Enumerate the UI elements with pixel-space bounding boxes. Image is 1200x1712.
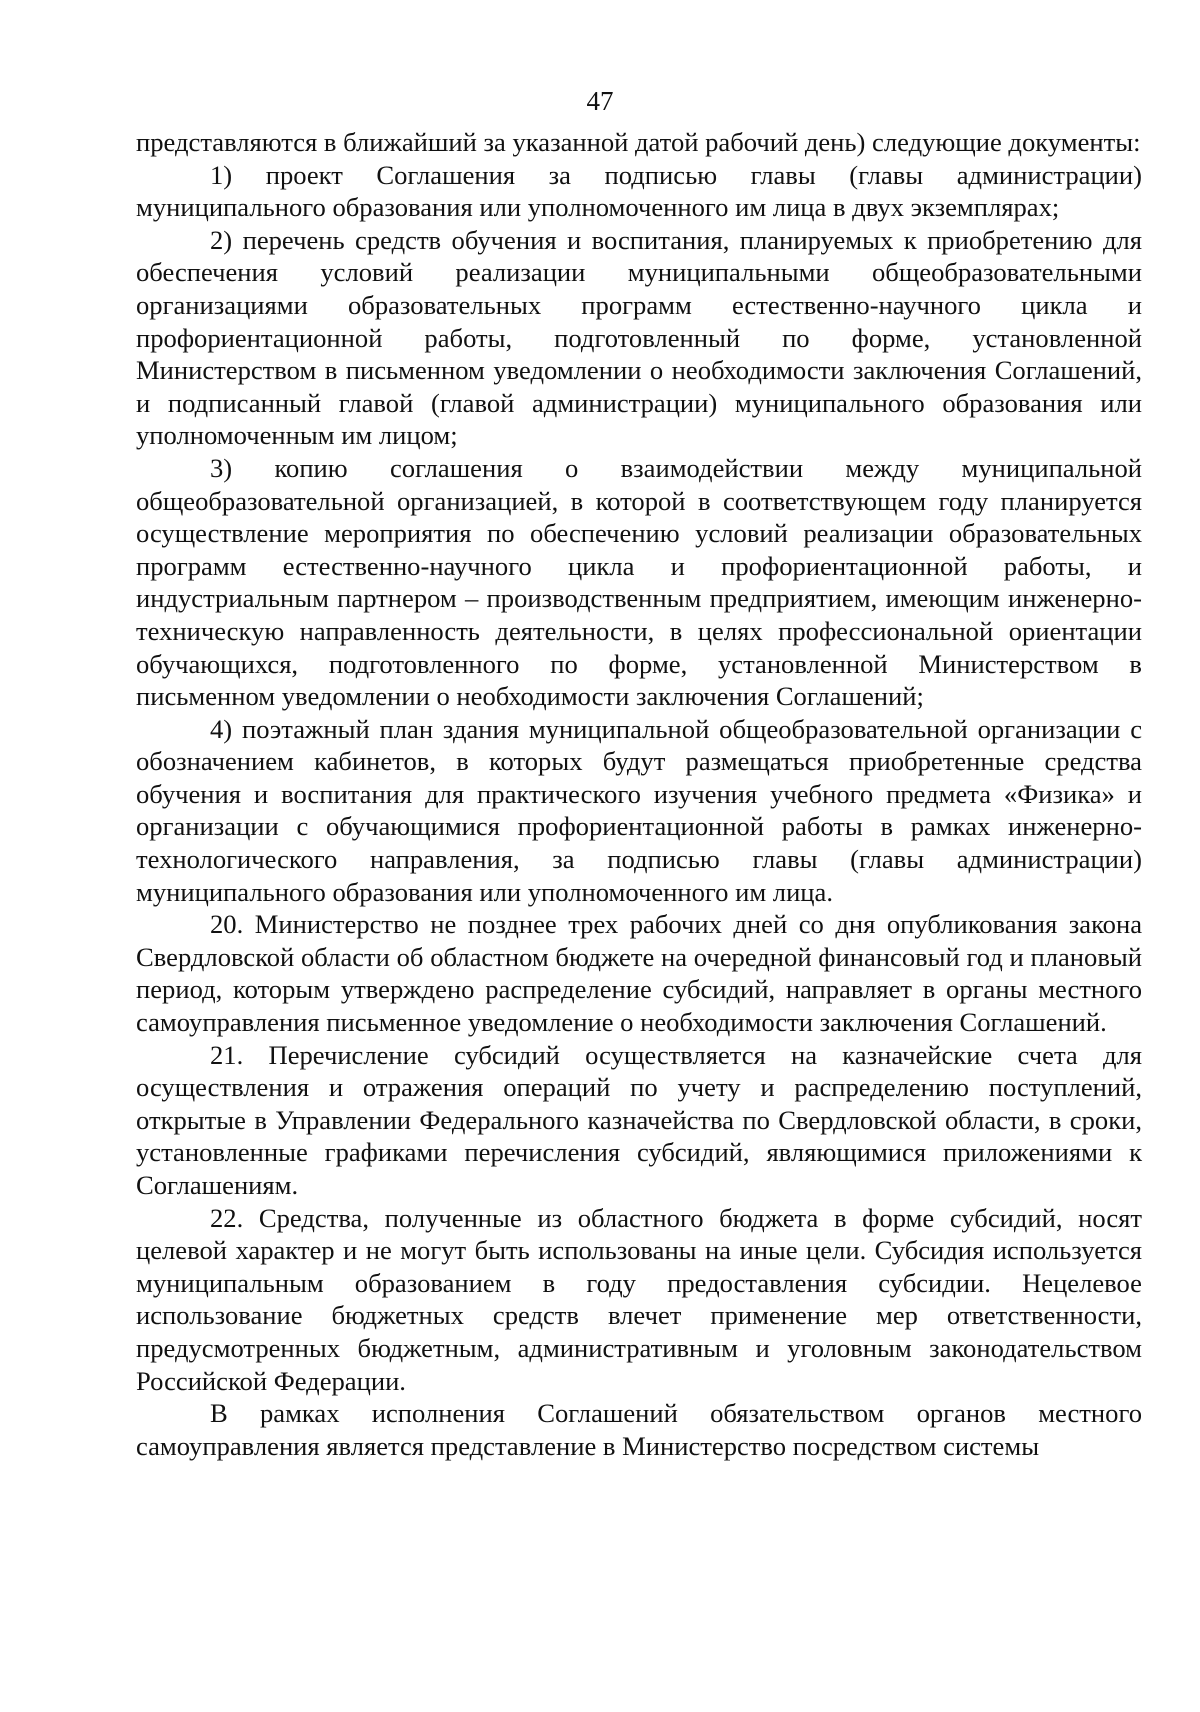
paragraph-item-1: 1) проект Соглашения за подписью главы (главы администрации) муниципального образования или уполномоченного им лица в двух экземплярах; bbox=[136, 159, 1142, 223]
document-body bbox=[136, 126, 1142, 1462]
paragraph-obligations: В рамках исполнения Соглашений обязательством органов местного самоуправления является представление в Министерство посредством системы bbox=[136, 1398, 1142, 1461]
paragraph-item-3: 3) копию соглашения о взаимодействии между муниципальной общеобразовательной организацией, в которой в соответствующем году планируется осуществление мероприятия по обеспечению условий реализации образовательных программ естественно-научного цикла и профориентационной работы, и индустриальным партнером – производственным предприятием, имеющим инженерно-техническую направленность деятельности, в целях профессиональной ориентации обучающихся, подготовленного по форме, установленной Министерством в письменном уведомлении о необходимости заключения Соглашений; bbox=[136, 452, 1142, 712]
paragraph-clause-22: 22. Средства, полученные из областного бюджета в форме субсидий, носят целевой характер и не могут быть использованы на иные цели. Субсидия используется муниципальным образованием в году предоставления субсидии. Нецелевое использование бюджетных средств влечет применение мер ответственности, предусмотренных бюджетным, административным и уголовным законодательством Российской Федерации. bbox=[136, 1202, 1142, 1396]
paragraph-clause-20: 20. Министерство не позднее трех рабочих дней со дня опубликования закона Свердловской области об областном бюджете на очередной финансовый год и плановый период, которым утверждено распределение субсидий, направляет в органы местного самоуправления письменное уведомление о необходимости заключения Соглашений. bbox=[136, 909, 1142, 1038]
paragraph-continuation: представляются в ближайший за указанной датой рабочий день) следующие документы: bbox=[136, 127, 1141, 157]
paragraph-item-4: 4) поэтажный план здания муниципальной общеобразовательной организации с обозначением кабинетов, в которых будут размещаться приобретенные средства обучения и воспитания для практического изучения учебного предмета «Физика» и организации с обучающимися профориентационной работы в рамках инженерно-технологического направления, за подписью главы (главы администрации) муниципального образования или уполномоченного им лица. bbox=[136, 713, 1142, 907]
paragraph-item-2: 2) перечень средств обучения и воспитания, планируемых к приобретению для обеспечения условий реализации муниципальными общеобразовательными организациями образовательных программ естественно-научного цикла и профориентационной работы, подготовленный по форме, установленной Министерством в письменном уведомлении о необходимости заключения Соглашений, и подписанный главой (главой администрации) муниципального образования или уполномоченным им лицом; bbox=[136, 224, 1142, 451]
page-number: 47 bbox=[586, 86, 614, 116]
paragraph-clause-21: 21. Перечисление субсидий осуществляется на казначейские счета для осуществления и отражения операций по учету и распределению поступлений, открытые в Управлении Федерального казначейства по Свердловской области, в сроки, установленные графиками перечисления субсидий, являющимися приложениями к Соглашениям. bbox=[136, 1039, 1142, 1200]
